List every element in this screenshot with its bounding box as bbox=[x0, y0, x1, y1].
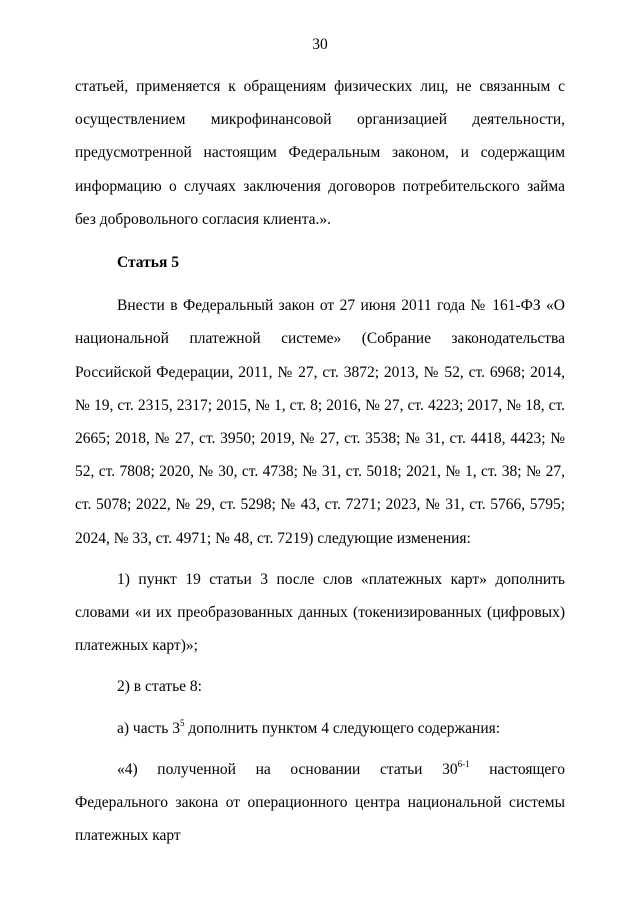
paragraph-text: «4) полученной на основании статьи 30 bbox=[117, 760, 458, 778]
superscript: 6-1 bbox=[457, 758, 470, 769]
article-heading: Статья 5 bbox=[117, 254, 179, 272]
paragraph: статьей, применяется к обращениям физических лиц, не связанным с осуществлением микрофинансовой организацией деятельности, предусмотренной настоящим Федеральным законом, и содержащим информацию о случаях заключения договоров потребительского займа без добровольного согласия клиента.». bbox=[75, 78, 565, 228]
paragraph: 1) пункт 19 статьи 3 после слов «платежных карт» дополнить словами «и их преобразованных данных (токенизированных (цифровых) платежных карт)»; bbox=[75, 570, 565, 655]
paragraph-text: настоящего Федерального закона от операционного центра национальной системы платежных карт bbox=[75, 760, 565, 845]
paragraph: 2) в статье 8: bbox=[117, 678, 202, 696]
paragraph bbox=[75, 712, 565, 745]
paragraph bbox=[75, 753, 565, 853]
page-number: 30 bbox=[312, 36, 328, 53]
superscript: 5 bbox=[179, 717, 185, 728]
document-body bbox=[75, 70, 565, 852]
paragraph-text: дополнить пунктом 4 следующего содержания: bbox=[184, 719, 501, 737]
paragraph-text: а) часть 3 bbox=[117, 719, 180, 737]
paragraph: Внести в Федеральный закон от 27 июня 2011 года № 161-ФЗ «О национальной платежной системе» (Собрание законодательства Российской Федерации, 2011, № 27, ст. 3872; 2013, № 52, ст. 6968; 2014, № 19, ст. 2315, 2317; 2015, № 1, ст. 8; 2016, № 27, ст. 4223; 2017, № 18, ст. 2665; 2018, № 27, ст. 3950; 2019, № 27, ст. 3538; № 31, ст. 4418, 4423; № 52, ст. 7808; 2020, № 30, ст. 4738; № 31, ст. 5018; 2021, № 1, ст. 38; № 27, ст. 5078; 2022, № 29, ст. 5298; № 43, ст. 7271; 2023, № 31, ст. 5766, 5795; 2024, № 33, ст. 4971; № 48, ст. 7219) следующие изменения: bbox=[75, 297, 565, 547]
